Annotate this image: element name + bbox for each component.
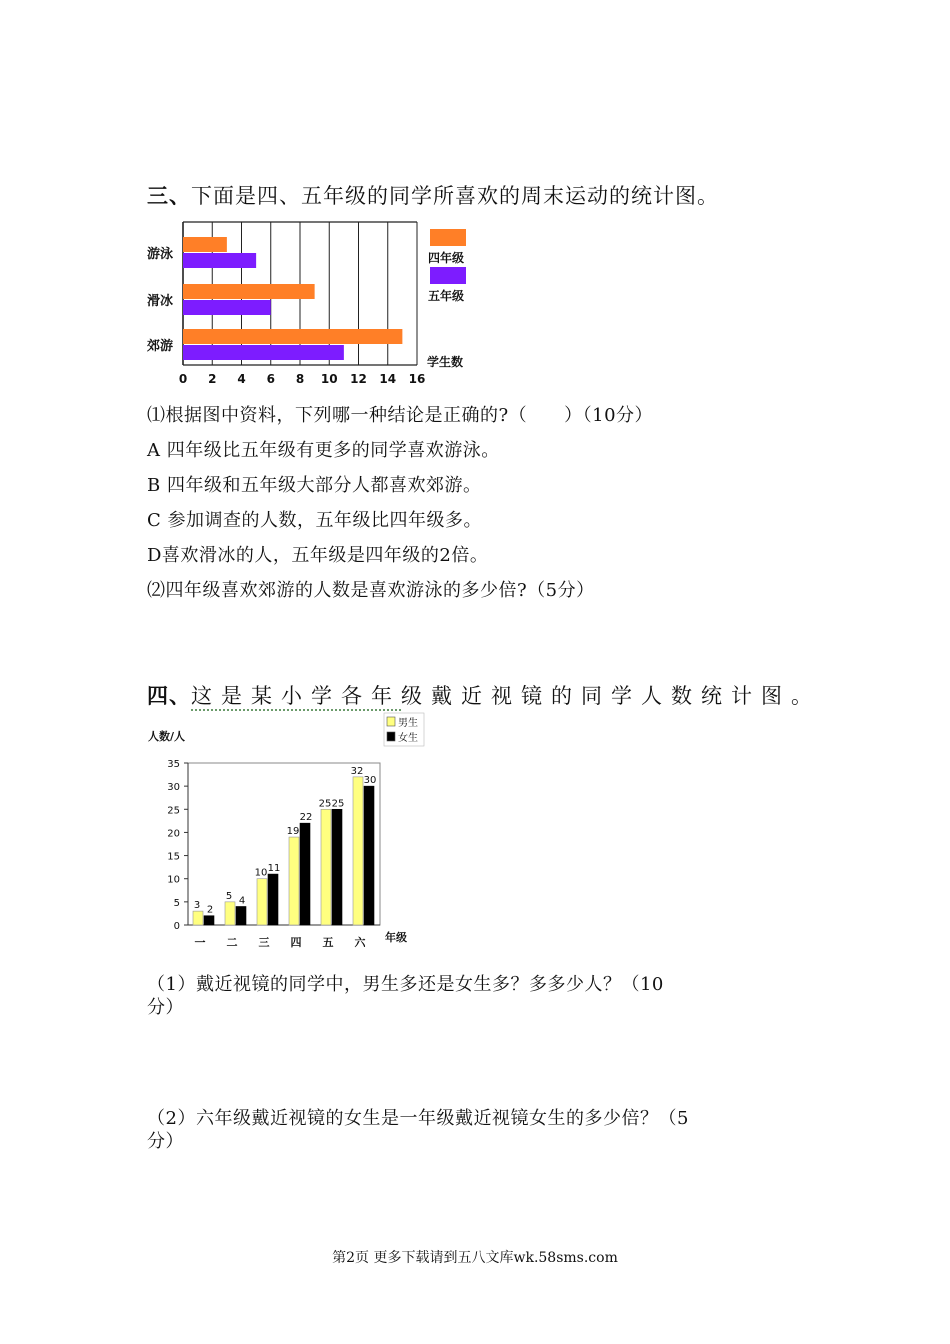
legend-label: 四年级 (428, 251, 465, 265)
legend-swatch (430, 229, 466, 246)
data-label: 5 (225, 890, 233, 902)
x-tick-label: 8 (295, 372, 305, 386)
x-tick-label: 14 (379, 372, 397, 386)
x-axis-label: 年级 (385, 931, 407, 944)
section4-title-a: 这是某小学各年 (191, 684, 401, 711)
data-label: 30 (363, 775, 377, 787)
section3-heading (147, 180, 719, 210)
section3-title: 下面是四、五年级的同学所喜欢的周末运动的统计图。 (191, 184, 719, 208)
section4-question2-line2: 分） (147, 1131, 184, 1152)
x-axis-label: 学生数 (427, 355, 464, 369)
x-tick-label: 2 (208, 372, 217, 386)
bar-grade5 (183, 345, 344, 360)
section4-title-b: 级戴近视镜的同学人数统计图。 (401, 684, 821, 708)
y-tick-label: 25 (167, 805, 180, 817)
x-tick-label: 0 (178, 372, 188, 386)
data-label: 32 (350, 765, 364, 777)
y-tick-label: 0 (173, 921, 180, 932)
bar-girls (236, 906, 246, 925)
weekend-sports-chart (140, 215, 480, 390)
option-a: A 四年级比五年级有更多的同学喜欢游泳。 (147, 440, 500, 461)
y-axis-label: 人数/人 (148, 730, 186, 743)
y-tick-label: 5 (173, 897, 180, 909)
data-label: 2 (206, 904, 214, 916)
y-tick-label: 20 (167, 828, 180, 840)
option-c: C 参加调查的人数，五年级比四年级多。 (147, 510, 482, 531)
legend-swatch (387, 732, 395, 741)
x-tick-label: 4 (237, 372, 246, 386)
bar-girls (268, 874, 278, 925)
data-label: 22 (299, 812, 313, 824)
x-tick-label: 10 (320, 372, 338, 386)
category-label: 三 (258, 936, 270, 949)
bar-grade5 (183, 300, 271, 315)
section4-question1-line2: 分） (147, 997, 184, 1018)
data-label: 25 (331, 798, 345, 810)
bar-grade5 (183, 253, 256, 268)
data-label: 4 (238, 895, 246, 907)
y-tick-label: 15 (167, 851, 180, 863)
bar-grade4 (183, 284, 315, 299)
y-tick-label: 35 (167, 759, 180, 770)
category-label: 四 (290, 936, 302, 949)
bar-boys (225, 902, 235, 925)
x-tick-label: 6 (266, 372, 275, 386)
section3-number: 三、 (147, 183, 191, 208)
data-label: 25 (318, 798, 332, 810)
plot-area (188, 763, 380, 925)
section4-number: 四、 (147, 683, 191, 708)
bar-boys (289, 837, 299, 925)
x-tick-label: 16 (408, 372, 426, 386)
data-label: 3 (193, 900, 201, 912)
myopia-chart (140, 710, 430, 950)
y-tick-label: 30 (167, 782, 180, 794)
bar-girls (204, 916, 214, 925)
bar-boys (257, 879, 267, 925)
category-label: 五 (322, 936, 334, 949)
legend-swatch (387, 717, 395, 726)
category-label: 六 (354, 936, 366, 949)
data-label: 10 (254, 867, 268, 879)
legend-swatch (430, 267, 466, 284)
category-label: 郊游 (147, 339, 174, 354)
x-tick-label: 12 (350, 372, 367, 386)
bar-girls (364, 786, 374, 925)
section3-question2: ⑵四年级喜欢郊游的人数是喜欢游泳的多少倍?（5分） (147, 580, 595, 601)
bar-girls (332, 809, 342, 925)
section4-question2-line1: （2）六年级戴近视镜的女生是一年级戴近视镜女生的多少倍？（5 (147, 1108, 689, 1129)
bar-girls (300, 823, 310, 925)
category-label: 二 (226, 936, 238, 949)
category-label: 滑冰 (147, 294, 174, 309)
category-label: 游泳 (147, 247, 174, 262)
section3-question1: ⑴根据图中资料，下列哪一种结论是正确的?（ ）（10分） (147, 405, 654, 426)
option-b: B 四年级和五年级大部分人都喜欢郊游。 (147, 475, 482, 496)
bar-boys (321, 809, 331, 925)
bar-boys (193, 911, 203, 925)
page-footer: 第2页 更多下载请到五八文库wk.58sms.com (332, 1250, 618, 1266)
bar-grade4 (183, 237, 227, 252)
section4-question1-line1: （1）戴近视镜的同学中，男生多还是女生多？多多少人？（10 (147, 974, 664, 995)
data-label: 19 (286, 826, 300, 838)
legend-label: 五年级 (428, 289, 465, 303)
section4-heading (147, 680, 821, 710)
y-tick-label: 10 (167, 874, 180, 886)
category-label: 一 (194, 936, 206, 949)
data-label: 11 (267, 863, 281, 875)
legend-label: 女生 (398, 733, 418, 744)
bar-grade4 (183, 329, 402, 344)
legend-label: 男生 (398, 718, 418, 729)
bar-boys (353, 777, 363, 925)
option-d: D喜欢滑冰的人，五年级是四年级的2倍。 (147, 545, 489, 566)
